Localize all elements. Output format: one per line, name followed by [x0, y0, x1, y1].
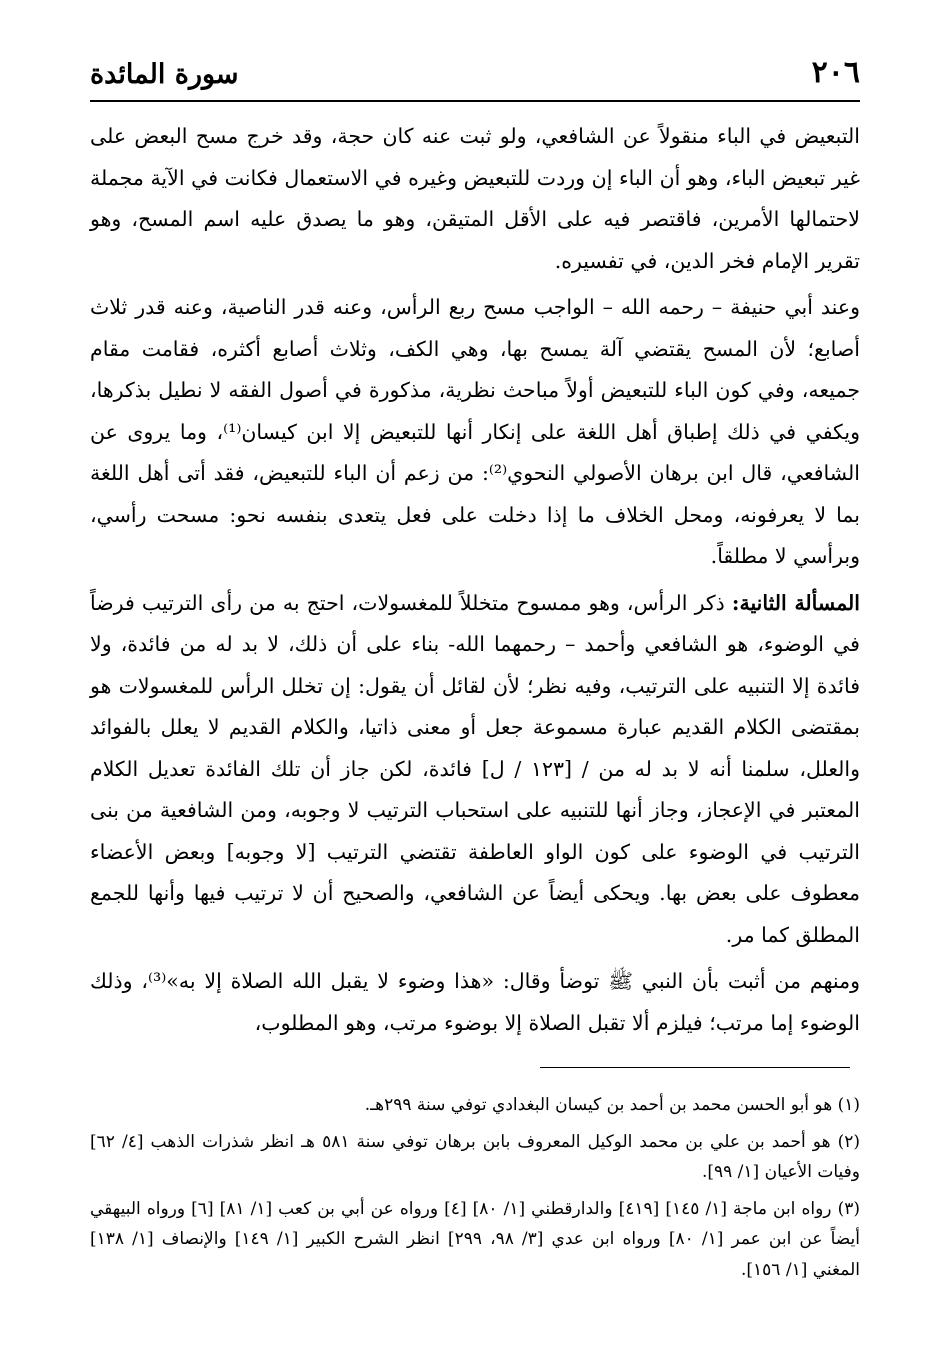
footnotes	[90, 1090, 860, 1291]
header-rule	[90, 100, 860, 102]
main-text	[90, 116, 860, 1044]
section-heading: المسألة الثانية:	[731, 590, 861, 615]
paragraph-2: وعند أبي حنيفة – رحمه الله – الواجب مسح ربع الرأس، وعنه قدر الناصية، وعنه قدر ثلاث أصابع؛ لأن المسح يقتضي آلة يمسح بها، وهي الكف، وثلاث أصابع أكثره، فقامت مقام جميعه، وفي كون الباء للتبعيض أولاً مباحث نظرية، مذكورة في أصول الفقه لا نطيل بذكرها، ويكفي في ذلك إطباق أهل اللغة على إنكار أنها للتبعيض إلا ابن كيسان⁽¹⁾، وما يروى عن الشافعي، قال ابن برهان الأصولي النحوي⁽²⁾: من زعم أن الباء للتبعيض، فقد أتى أهل اللغة بما لا يعرفونه، ومحل الخلاف ما إذا دخلت على فعل يتعدى بنفسه نحو: مسحت رأسي، وبرأسي لا مطلقاً.	[90, 295, 860, 568]
footnote-2: (٢) هو أحمد بن علي بن محمد الوكيل المعروف بابن برهان توفي سنة ٥٨١ هـ انظر شذرات الذهب [٤/ ٦٢] وفيات الأعيان [١/ ٩٩].	[90, 1131, 861, 1182]
paragraph-3	[90, 583, 860, 957]
paragraph-4: ومنهم من أثبت بأن النبي ﷺ توضأ وقال: «هذا وضوء لا يقبل الله الصلاة إلا به»⁽³⁾، وذلك الوضوء إما مرتب؛ فيلزم ألا تقبل الصلاة إلا بوضوء مرتب، وهو المطلوب،	[90, 969, 860, 1035]
running-header	[90, 50, 860, 90]
page	[90, 50, 860, 1049]
page-number: ٢٠٦	[811, 55, 860, 90]
surah-title: سورة المائدة	[90, 59, 239, 90]
footnote-1: (١) هو أبو الحسن محمد بن أحمد بن كيسان البغدادي توفي سنة ٢٩٩هـ.	[364, 1095, 860, 1115]
paragraph-3-text: ذكر الرأس، وهو ممسوح متخللاً للمغسولات، احتج به من رأى الترتيب فرضاً في الوضوء، هو الشافعي وأحمد – رحمهما الله- بناء على أن ذلك، لا بد له من فائدة، ولا فائدة إلا التنبيه على الترتيب، وفيه نظر؛ لأن لقائل أن يقول: إن تخلل الرأس للمغسولات هو بمقتضى الكلام القديم عبارة مسموعة جعل أو معنى ذاتيا، والكلام القديم لا يعلل بالفوائد والعلل، سلمنا أنه لا بد له من / [١٢٣ / ل] فائدة، لكن جاز أن تلك الفائدة تعديل الكلام المعتبر في الإعجاز، وجاز أنها للتنبيه على استحباب الترتيب لا وجوبه، ومن الشافعية من بنى الترتيب في الوضوء على كون الواو العاطفة تقتضي الترتيب [لا وجوبه] وبعض الأعضاء معطوف على بعض بها. ويحكى أيضاً عن الشافعي، والصحيح أن لا ترتيب فيها وأنها للجمع المطلق كما مر.	[90, 590, 860, 947]
footnote-3: (٣) رواه ابن ماجة [١/ ١٤٥] [٤١٩] والدارقطني [١/ ٨٠] [٤] ورواه عن أبي بن كعب [١/ ٨١] [٦] ورواه البيهقي أيضاً عن ابن عمر [١/ ٨٠] ورواه ابن عدي [٣/ ٩٨، ٢٩٩] انظر الشرح الكبير [١/ ١٤٩] والإنصاف [١/ ١٣٨] المغني [١/ ١٥٦].	[90, 1198, 860, 1280]
paragraph-1: التبعيض في الباء منقولاً عن الشافعي، ولو ثبت عنه كان حجة، وقد خرج مسح البعض على غير تبعيض الباء، وهو أن الباء إن وردت للتبعيض وغيره في الاستعمال فكانت في الآية مجملة لاحتمالها الأمرين، فاقتصر فيه على الأقل المتيقن، وهو ما يصدق عليه اسم المسح، وهو تقرير الإمام فخر الدين، في تفسيره.	[90, 124, 860, 273]
